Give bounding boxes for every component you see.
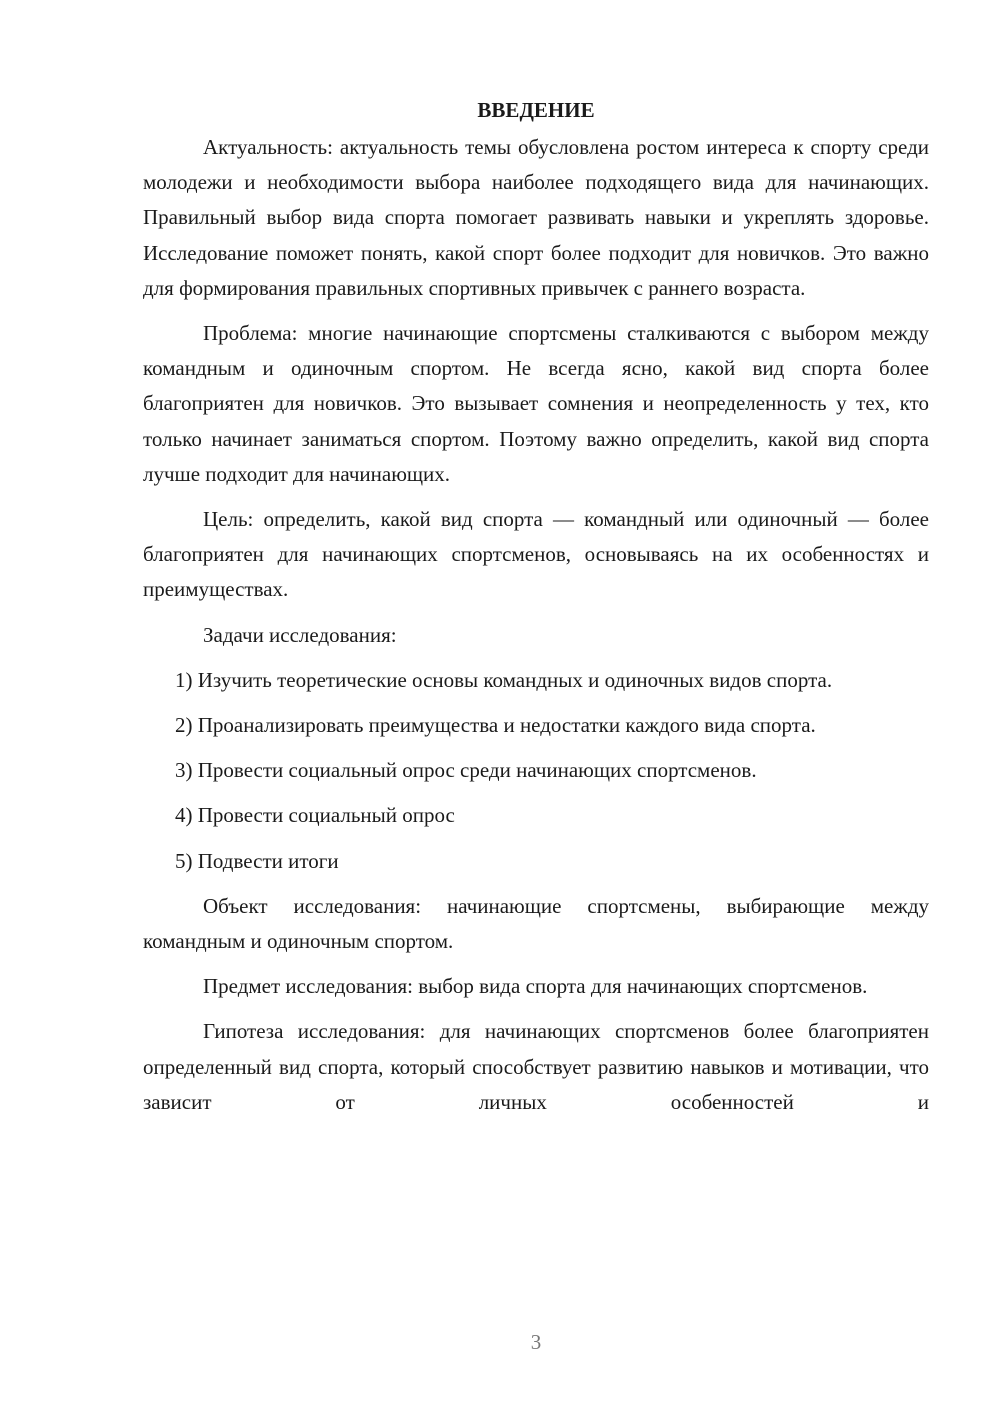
task-item: 2) Проанализировать преимущества и недостатки каждого вида спорта. bbox=[175, 713, 816, 738]
task-item: 1) Изучить теоретические основы командных и одиночных видов спорта. bbox=[175, 667, 833, 692]
page-number: 3 bbox=[530, 1330, 542, 1354]
task-item: 3) Провести социальный опрос среди начинающих спортсменов. bbox=[175, 758, 757, 783]
task-item: 5) Подвести итоги bbox=[175, 848, 339, 873]
section-title: ВВЕДЕНИЕ bbox=[477, 98, 595, 122]
hypothesis-paragraph: Гипотеза исследования: для начинающих спортсменов более благоприятен определенный вид спорта, который способствует развитию навыков и мотивации, что зависит от личных особенностей и bbox=[143, 1019, 929, 1114]
object-paragraph: Объект исследования: начинающие спортсмены, выбирающие между командным и одиночным спортом. bbox=[143, 893, 929, 954]
document-body bbox=[143, 93, 929, 1120]
tasks-heading: Задачи исследования: bbox=[203, 622, 397, 647]
subject-paragraph: Предмет исследования: выбор вида спорта для начинающих спортсменов. bbox=[203, 974, 868, 999]
relevance-paragraph: Актуальность: актуальность темы обусловлена ростом интереса к спорту среди молодежи и необходимости выбора наиболее подходящего вида для начинающих. Правильный выбор вида спорта помогает развивать навыки и укреплять здоровье. Исследование поможет понять, какой спорт более подходит для новичков. Это важно для формирования правильных спортивных привычек с раннего возраста. bbox=[143, 135, 929, 300]
problem-paragraph: Проблема: многие начинающие спортсмены сталкиваются с выбором между командным и одиночным спортом. Не всегда ясно, какой вид спорта более благоприятен для новичков. Это вызывает сомнения и неопределенность у тех, кто только начинает заниматься спортом. Поэтому важно определить, какой вид спорта лучше подходит для начинающих. bbox=[143, 321, 929, 486]
task-item: 4) Провести социальный опрос bbox=[175, 803, 455, 828]
goal-paragraph: Цель: определить, какой вид спорта — командный или одиночный — более благоприятен для начинающих спортсменов, основываясь на их особенностях и преимуществах. bbox=[143, 507, 929, 602]
